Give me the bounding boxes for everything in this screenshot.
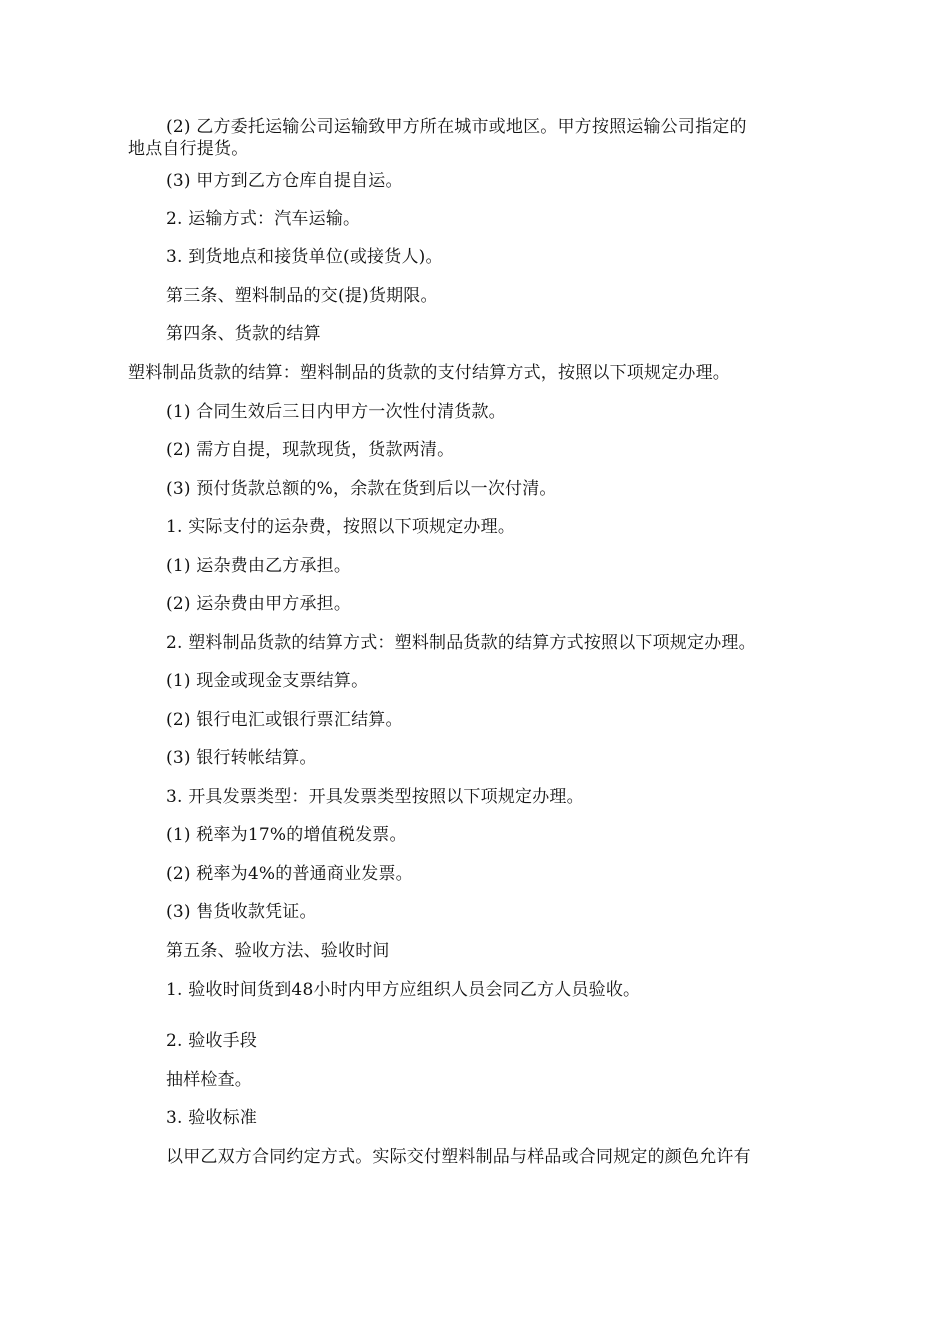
text-line: 2. 塑料制品货款的结算方式：塑料制品货款的结算方式按照以下项规定办理。 bbox=[166, 633, 756, 653]
section-heading: 第三条、塑料制品的交(提)货期限。 bbox=[166, 286, 438, 306]
text-line: (1) 税率为17%的增值税发票。 bbox=[166, 825, 407, 845]
text-line: 地点自行提货。 bbox=[128, 139, 249, 159]
text-line: (2) 银行电汇或银行票汇结算。 bbox=[166, 710, 403, 730]
text-line: 3. 验收标准 bbox=[166, 1108, 258, 1128]
text-line: (1) 现金或现金支票结算。 bbox=[166, 671, 369, 691]
section-heading: 第四条、货款的结算 bbox=[166, 324, 321, 344]
text-line: (3) 甲方到乙方仓库自提自运。 bbox=[166, 171, 403, 191]
text-line: 3. 开具发票类型：开具发票类型按照以下项规定办理。 bbox=[166, 787, 584, 807]
text-line: 1. 验收时间货到48小时内甲方应组织人员会同乙方人员验收。 bbox=[166, 980, 641, 1000]
text-line: 3. 到货地点和接货单位(或接货人)。 bbox=[166, 247, 443, 267]
text-line: (2) 税率为4%的普通商业发票。 bbox=[166, 864, 413, 884]
section-heading: 第五条、验收方法、验收时间 bbox=[166, 941, 390, 961]
text-line: (2) 乙方委托运输公司运输致甲方所在城市或地区。甲方按照运输公司指定的 bbox=[166, 117, 747, 137]
text-line: (2) 需方自提，现款现货，货款两清。 bbox=[166, 440, 455, 460]
text-line: (3) 售货收款凭证。 bbox=[166, 902, 317, 922]
text-line: 1. 实际支付的运杂费，按照以下项规定办理。 bbox=[166, 517, 516, 537]
paragraph-delivery-by-transport bbox=[128, 116, 828, 160]
text-line: (3) 银行转帐结算。 bbox=[166, 748, 317, 768]
text-line: (1) 合同生效后三日内甲方一次性付清货款。 bbox=[166, 402, 506, 422]
text-line: (1) 运杂费由乙方承担。 bbox=[166, 556, 352, 576]
text-line: 2. 运输方式：汽车运输。 bbox=[166, 209, 361, 229]
text-line: 2. 验收手段 bbox=[166, 1031, 258, 1051]
text-line: 以甲乙双方合同约定方式。实际交付塑料制品与样品或合同规定的颜色允许有 bbox=[166, 1147, 751, 1167]
text-line: 塑料制品货款的结算：塑料制品的货款的支付结算方式，按照以下项规定办理。 bbox=[128, 363, 730, 383]
text-line: (3) 预付货款总额的%，余款在货到后以一次付清。 bbox=[166, 479, 557, 499]
text-line: 抽样检查。 bbox=[166, 1070, 252, 1090]
text-line: (2) 运杂费由甲方承担。 bbox=[166, 594, 352, 614]
